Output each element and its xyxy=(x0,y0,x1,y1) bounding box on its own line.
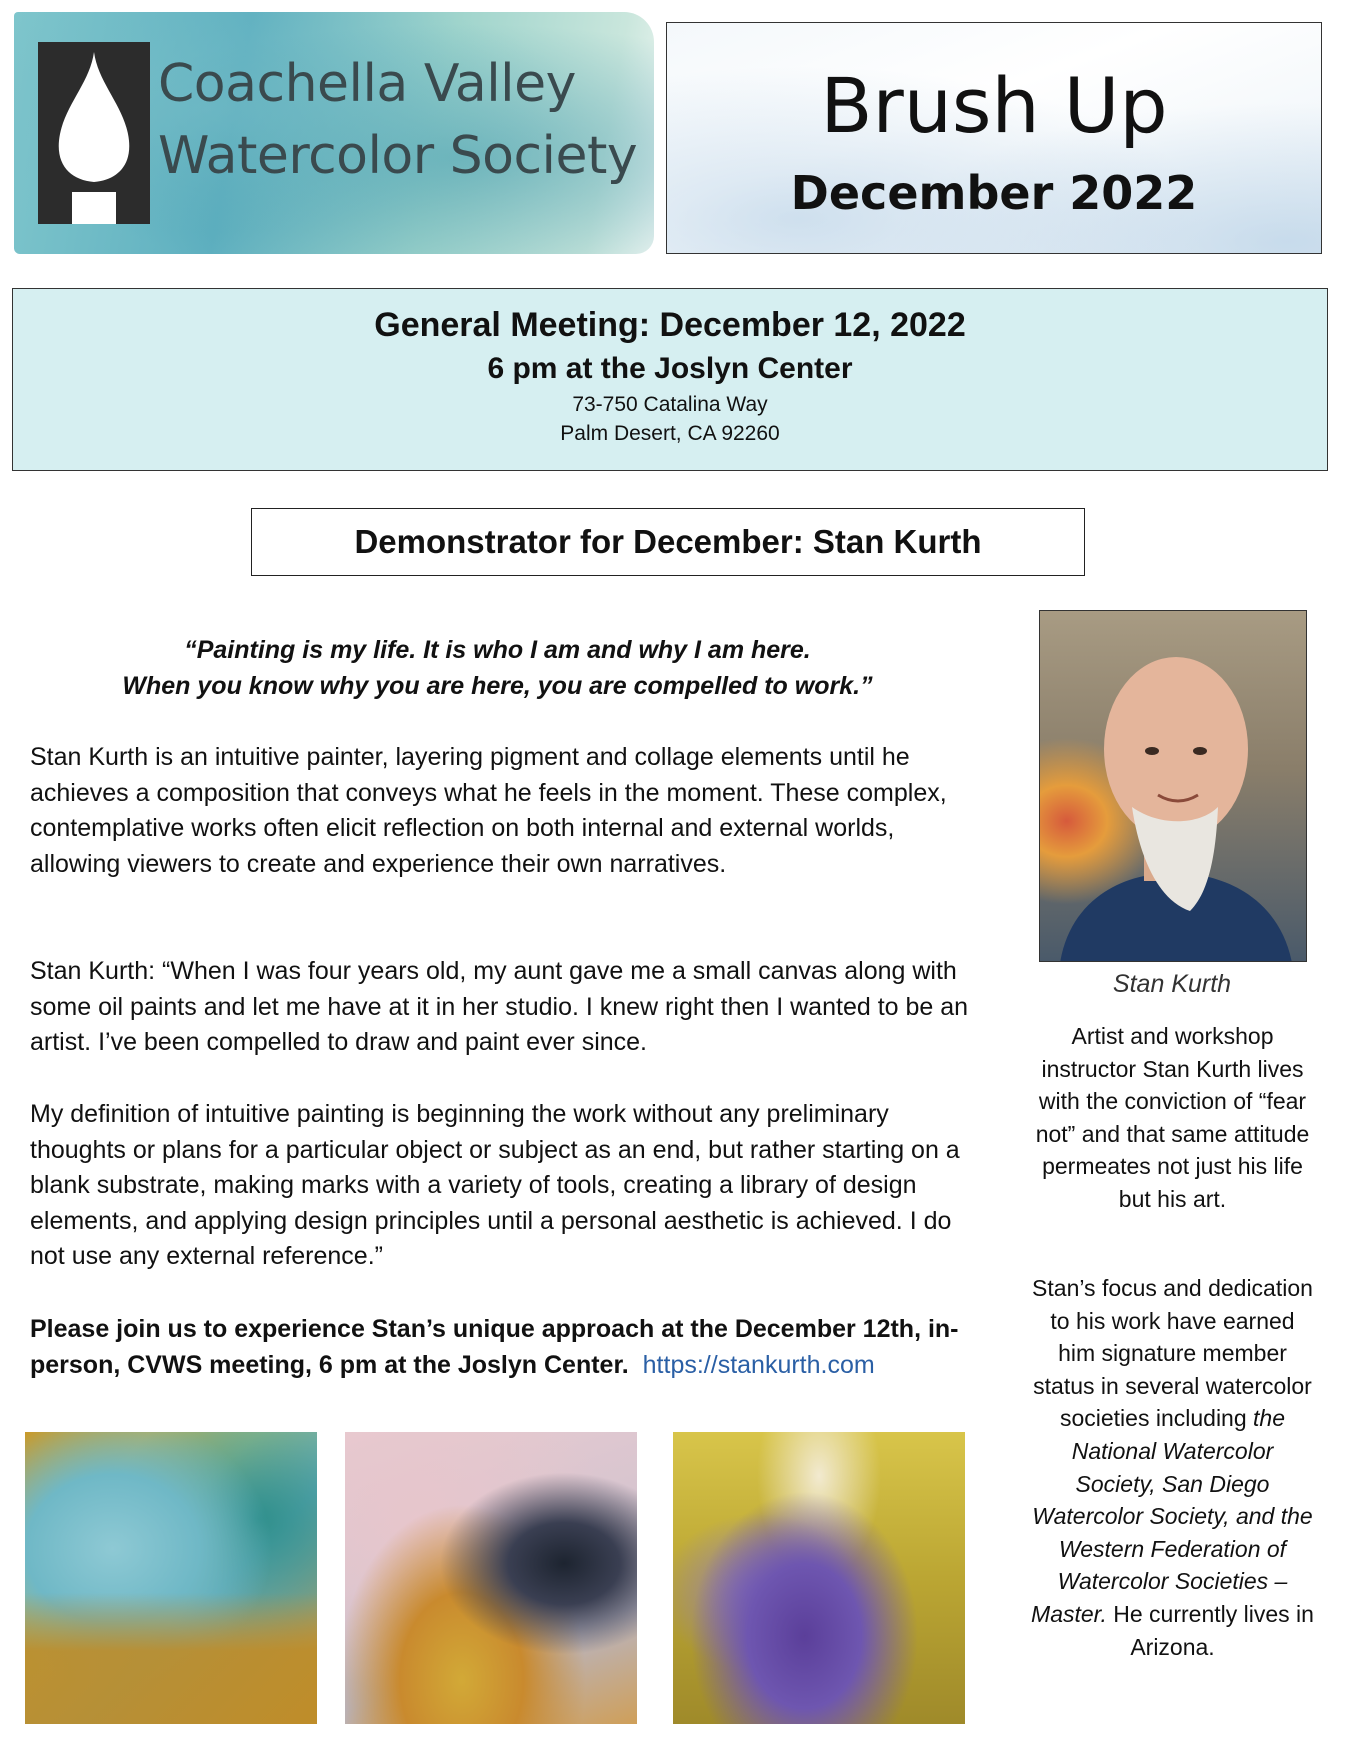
sidebar-bio-2 xyxy=(1030,1272,1315,1663)
quote-line1: “Painting is my life. It is who I am and why I am here. xyxy=(184,636,811,664)
sidebar-bio-2-societies: the National Watercolor Society, San Diego Watercolor Society, and the Western Federation of Watercolor Societies – Master. xyxy=(1031,1405,1313,1627)
meeting-time-place: 6 pm at the Joslyn Center xyxy=(487,352,853,385)
quote-line2: When you know why you are here, you are compelled to work.” xyxy=(122,672,873,700)
bio-paragraph-3: My definition of intuitive painting is beginning the work without any preliminary thoughts or plans for a particular object or subject as an end, but rather starting on a blank substrate, making marks with a variety of tools, creating a library of design elements, and applying design principles until a personal aesthetic is achieved. I do not use any external reference.” xyxy=(30,1100,960,1270)
bio-paragraph-1: Stan Kurth is an intuitive painter, layering pigment and collage elements until he achieves a composition that conveys what he feels in the moment. These complex, contemplative works often elicit reflection on both internal and external worlds, allowing viewers to create and experience their own narratives. xyxy=(30,743,947,878)
demonstrator-heading: Demonstrator for December: Stan Kurth xyxy=(251,508,1085,576)
organization-name-line1: Coachella Valley xyxy=(158,54,576,114)
sidebar-bio-2-end: He currently lives in Arizona. xyxy=(1106,1600,1314,1660)
bio-paragraph-2: Stan Kurth: “When I was four years old, my aunt gave me a small canvas along with some oil paints and let me have at it in her studio. I knew right then I wanted to be an artist. I’ve been compelled to draw and paint ever since. xyxy=(30,957,969,1056)
artwork-image-3 xyxy=(673,1432,965,1724)
invitation-paragraph xyxy=(30,1312,975,1383)
artwork-image-2 xyxy=(345,1432,637,1724)
newsletter-title: Brush Up xyxy=(820,61,1168,150)
logo-banner xyxy=(14,12,654,254)
issue-date: December 2022 xyxy=(790,166,1198,220)
meeting-title: General Meeting: December 12, 2022 xyxy=(374,306,966,344)
meeting-address-line1: 73-750 Catalina Way xyxy=(572,393,768,416)
newsletter-title-box xyxy=(666,22,1322,254)
invitation-text: Please join us to experience Stan’s unique approach at the December 12th, in- person, CVWS meeting, 6 pm at the Joslyn Center. xyxy=(30,1315,959,1379)
sidebar-bio-1: Artist and workshop instructor Stan Kurth lives with the conviction of “fear not” and that same attitude permeates not just his life but his art. xyxy=(1035,1023,1310,1212)
organization-name-line2: Watercolor Society xyxy=(158,126,638,186)
organization-name xyxy=(158,48,637,192)
artist-website-link[interactable]: https://stankurth.com xyxy=(642,1350,875,1379)
paintbrush-logo-icon xyxy=(38,42,150,224)
artist-quote xyxy=(30,632,965,704)
artist-portrait xyxy=(1039,610,1307,962)
artwork-image-1 xyxy=(25,1432,317,1724)
meeting-info-box xyxy=(12,288,1328,471)
meeting-address-line2: Palm Desert, CA 92260 xyxy=(560,422,780,445)
sidebar-bio-2-start: Stan’s focus and dedication to his work have earned him signature member status in several watercolor societies including xyxy=(1032,1275,1313,1432)
portrait-caption: Stan Kurth xyxy=(1112,970,1232,998)
